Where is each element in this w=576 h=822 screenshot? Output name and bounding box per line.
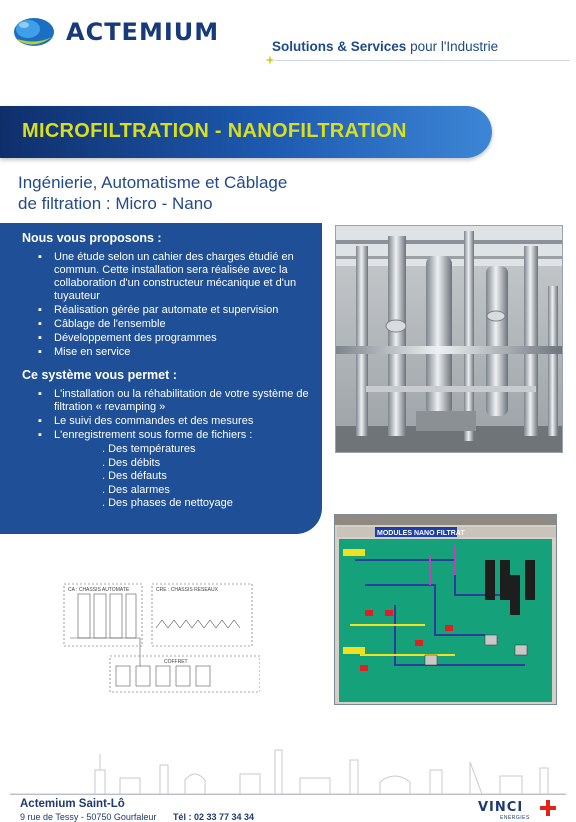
actemium-logo: [12, 12, 252, 52]
list-item: ▪ Le suivi des commandes et des mesures: [38, 415, 310, 428]
vinci-energies-logo: [478, 800, 568, 822]
list-item: . Des défauts: [102, 470, 167, 482]
diagram-label-right: CRE : CHASSIS RESEAUX: [156, 587, 218, 593]
subtitle-line-2: de filtration : Micro - Nano: [18, 194, 213, 213]
list-item: ▪ L'installation ou la réhabilitation de votre système de filtration « revamping »: [38, 388, 310, 414]
list-item: ▪ Développement des programmes: [38, 332, 310, 345]
footer-company: Actemium Saint-Lô: [20, 798, 125, 810]
list-item: . Des alarmes: [102, 483, 170, 496]
footer-address: [20, 812, 254, 822]
sparkle-icon: [265, 52, 275, 70]
subtitle-line-1: Ingénierie, Automatisme et Câblage: [18, 173, 288, 192]
list-item: ▪ Une étude selon un cahier des charges étudié en commun. Cette installation sera réalisée avec la collaboration d'un constructeur mécanique et d'un tuyauteur: [38, 251, 310, 303]
screenshot-title: MODULES NANO FILTRAT: [377, 530, 465, 537]
wiring-diagram: [60, 578, 260, 694]
vinci-sub-text: ENERGIES: [500, 815, 530, 821]
benefits-heading: Ce système vous permet :: [22, 368, 177, 382]
records-list: [102, 443, 310, 511]
footer-phone: Tél : 02 33 77 34 34: [172, 812, 254, 822]
offer-heading: Nous vous proposons :: [22, 231, 162, 245]
footer-street: 9 rue de Tessy - 50750 Gourfaleur: [20, 812, 157, 822]
list-item: ▪ Câblage de l'ensemble: [38, 318, 310, 331]
header-divider: [275, 60, 570, 61]
vinci-cross-icon: [540, 800, 556, 821]
logo-text: ACTEMIUM: [66, 18, 220, 46]
tagline-bold: Solutions & Services: [272, 39, 407, 54]
list-item: . Des débits: [102, 456, 161, 469]
vinci-logo-text: VINCI: [478, 800, 524, 815]
supervision-screenshot: [334, 514, 557, 705]
logo-swirl-icon: [12, 13, 58, 51]
page-title: MICROFILTRATION - NANOFILTRATION: [22, 120, 407, 142]
list-item: . Des températures: [102, 443, 196, 455]
diagram-label-left: CA : CHASSIS AUTOMATE: [68, 587, 130, 593]
benefits-list: [38, 388, 310, 442]
diagram-label-bottom: COFFRET: [164, 659, 188, 665]
page-subtitle: [18, 172, 348, 214]
list-item: ▪ L'enregistrement sous forme de fichiers :: [38, 429, 310, 442]
list-item: . Des phases de nettoyage: [102, 497, 233, 509]
filtration-plant-photo: [335, 225, 563, 453]
offer-box: [0, 223, 322, 534]
title-banner: [0, 106, 492, 158]
tagline-light: pour l'Industrie: [410, 39, 499, 54]
list-item: ▪ Réalisation gérée par automate et supervision: [38, 304, 310, 317]
offer-list: [38, 251, 310, 359]
list-item: ▪ Mise en service: [38, 346, 310, 359]
industrial-skyline-graphic: [10, 740, 566, 795]
footer-divider: [10, 794, 566, 795]
tagline: [272, 39, 498, 54]
